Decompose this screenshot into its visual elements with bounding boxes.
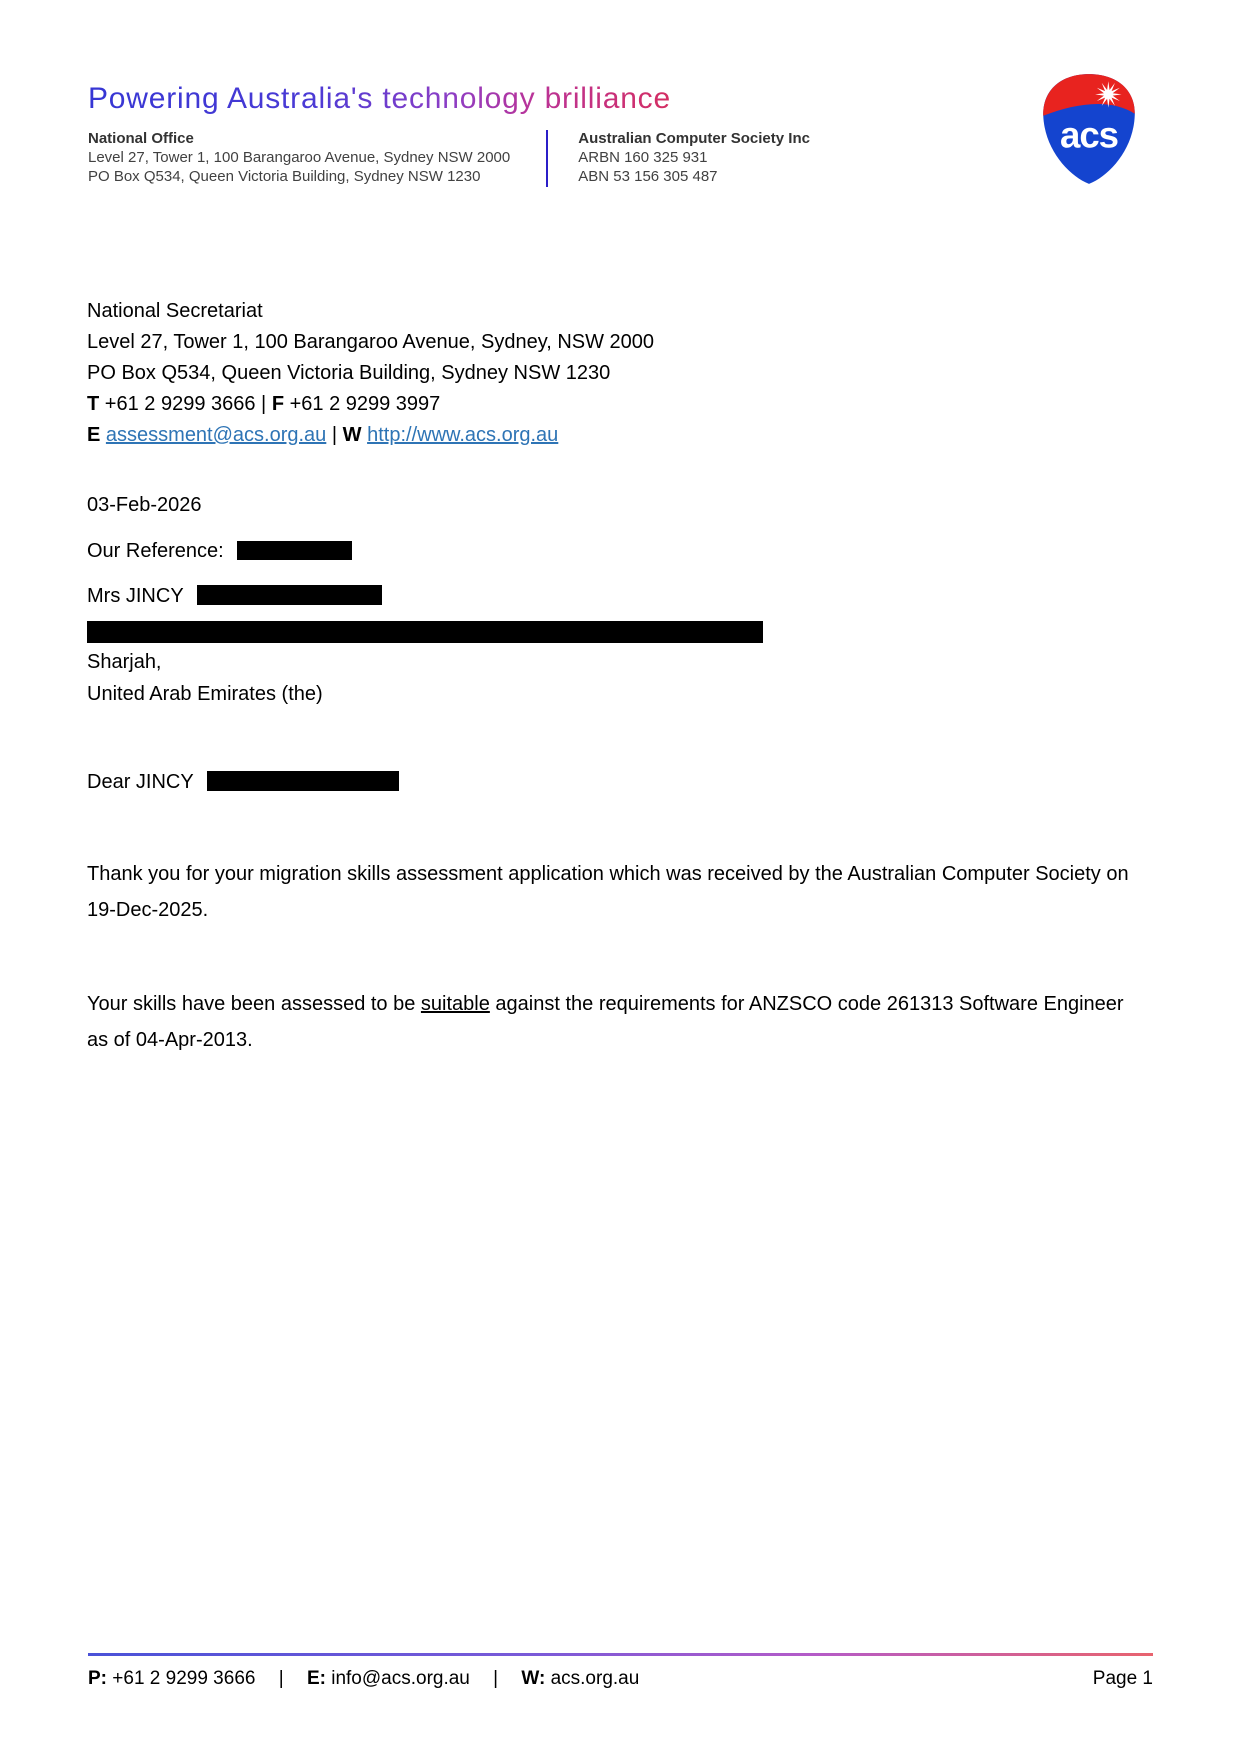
footer-contacts [88, 1668, 639, 1690]
footer-separator: | [493, 1668, 499, 1689]
phone-number: +61 2 9299 3666 [104, 393, 256, 415]
redacted-salutation-name [207, 771, 399, 791]
secretariat-phone-fax [87, 389, 654, 420]
footer-web-label: W: [521, 1668, 546, 1689]
society-abn: ABN 53 156 305 487 [578, 168, 718, 185]
email-label: E [87, 424, 101, 446]
secretariat-name: National Secretariat [87, 300, 263, 322]
redacted-reference [237, 541, 352, 560]
fax-label: F [271, 393, 285, 415]
society-block [578, 129, 810, 186]
email-link[interactable]: assessment@acs.org.au [105, 424, 327, 446]
secretariat-email-web [87, 420, 654, 451]
web-label: W [342, 424, 362, 446]
assessment-text-before: Your skills have been assessed to be [87, 993, 421, 1015]
paragraph-assessment [87, 986, 1149, 1058]
redacted-address-line [87, 621, 763, 643]
footer-email-label: E: [306, 1668, 326, 1689]
paragraph-received: Thank you for your migration skills assessment application which was received by the Australian Computer Society on 19-Dec-2025. [87, 863, 1129, 921]
recipient-prefix: Mrs JINCY [87, 585, 184, 607]
secretariat-address-2: PO Box Q534, Queen Victoria Building, Sydney NSW 1230 [87, 362, 611, 384]
salutation-line [87, 771, 399, 794]
secretariat-block [87, 296, 654, 451]
recipient-line [87, 585, 382, 608]
redacted-recipient-name [197, 585, 382, 605]
national-office-title: National Office [88, 130, 194, 147]
footer-web: acs.org.au [545, 1668, 640, 1689]
assessment-text-after: against the requirements for ANZSCO code 261313 Software Engineer as of 04-Apr-2013. [87, 993, 1124, 1051]
footer [88, 1668, 1153, 1690]
separator: | [331, 424, 338, 446]
logo-text: acs [1059, 114, 1119, 156]
acs-logo-icon [1038, 70, 1140, 188]
footer-phone-label: P: [88, 1668, 107, 1689]
reference-line [87, 540, 352, 563]
fax-number: +61 2 9299 3997 [289, 393, 441, 415]
footer-gradient-rule [88, 1653, 1153, 1656]
acs-logo-svg [1038, 70, 1140, 188]
national-office-block [88, 129, 510, 186]
header-info [88, 129, 810, 187]
phone-label: T [87, 393, 100, 415]
recipient-city: Sharjah, [87, 651, 162, 673]
footer-email: info@acs.org.au [325, 1668, 470, 1689]
footer-separator: | [278, 1668, 284, 1689]
tagline: Powering Australia's technology brilliance [88, 82, 671, 115]
national-office-address-2: PO Box Q534, Queen Victoria Building, Sydney NSW 1230 [88, 168, 481, 185]
salutation-prefix: Dear JINCY [87, 771, 194, 793]
assessment-suitable: suitable [420, 993, 490, 1015]
website-link[interactable]: http://www.acs.org.au [367, 424, 559, 446]
letter-date: 03-Feb-2026 [87, 494, 202, 516]
national-office-address-1: Level 27, Tower 1, 100 Barangaroo Avenue, Sydney NSW 2000 [88, 149, 511, 166]
header-divider [546, 130, 548, 187]
secretariat-address-1: Level 27, Tower 1, 100 Barangaroo Avenue, Sydney, NSW 2000 [87, 331, 655, 353]
recipient-country: United Arab Emirates (the) [87, 683, 323, 705]
footer-phone: +61 2 9299 3666 [107, 1668, 256, 1689]
society-title: Australian Computer Society Inc [578, 130, 810, 147]
reference-label: Our Reference: [87, 540, 224, 562]
society-arbn: ARBN 160 325 931 [578, 149, 708, 166]
separator: | [261, 393, 267, 415]
page-number: Page 1 [1092, 1668, 1153, 1689]
